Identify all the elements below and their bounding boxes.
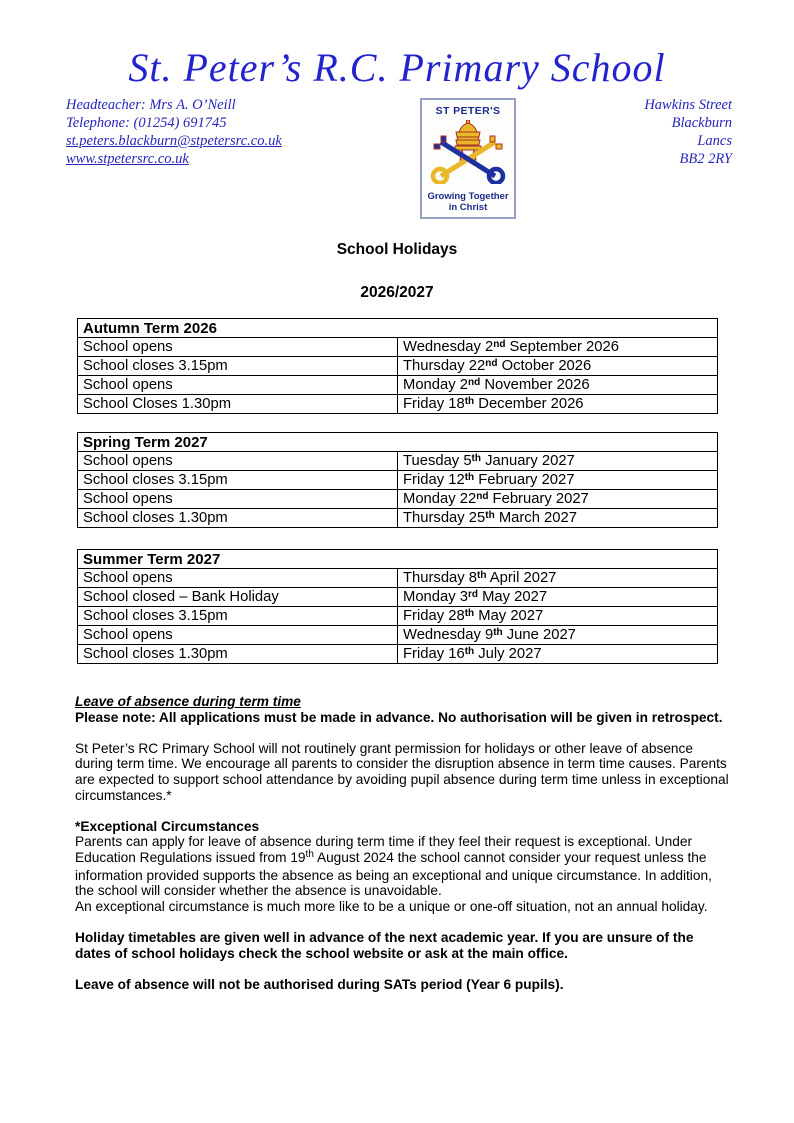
table-row xyxy=(78,569,718,588)
date-cell: Monday 3rd May 2027 xyxy=(398,588,718,607)
table-row xyxy=(78,338,718,357)
table-row xyxy=(78,509,718,528)
event-cell: School closed – Bank Holiday xyxy=(78,588,398,607)
contact-block xyxy=(66,96,362,168)
event-cell: School opens xyxy=(78,569,398,588)
table-row xyxy=(78,452,718,471)
autumn-term-table xyxy=(77,318,718,414)
date-cell: Friday 16th July 2027 xyxy=(398,645,718,664)
address-block xyxy=(522,96,732,168)
date-cell: Friday 28th May 2027 xyxy=(398,607,718,626)
table-row xyxy=(78,607,718,626)
date-cell: Friday 18th December 2026 xyxy=(398,395,718,414)
date-cell: Monday 2nd November 2026 xyxy=(398,376,718,395)
event-cell: School Closes 1.30pm xyxy=(78,395,398,414)
email-link[interactable]: st.peters.blackburn@stpetersrc.co.uk xyxy=(66,133,282,149)
event-cell: School closes 1.30pm xyxy=(78,645,398,664)
crest-motto: Growing Together in Christ xyxy=(427,191,509,213)
school-name-title: St. Peter’s R.C. Primary School xyxy=(128,45,666,90)
date-cell: Thursday 22nd October 2026 xyxy=(398,357,718,376)
event-cell: School closes 1.30pm xyxy=(78,509,398,528)
summer-term-table xyxy=(77,549,718,664)
notes-section xyxy=(75,694,732,992)
please-note-text: Please note: All applications must be made in advance. No authorisation will be given in retrospect. xyxy=(75,709,723,725)
term-header: Autumn Term 2026 xyxy=(78,319,718,338)
date-cell: Thursday 8th April 2027 xyxy=(398,569,718,588)
crossed-keys-papal-tiara-icon xyxy=(429,120,507,189)
date-cell: Tuesday 5th January 2027 xyxy=(398,452,718,471)
event-cell: School opens xyxy=(78,338,398,357)
page-title: School Holidays xyxy=(336,241,458,258)
event-cell: School closes 3.15pm xyxy=(78,471,398,490)
table-row xyxy=(78,626,718,645)
exceptional-circumstances-paragraph: Parents can apply for leave of absence during term time if they feel their request is exceptional. Under Education Regulations issued from 19th August 2024 the school cannot consider your request unless the information provided supports the absence as being an exceptional and unique circumstance. In addition, the school will consider whether the absence is unavoidable. xyxy=(75,834,712,899)
date-cell: Monday 22nd February 2027 xyxy=(398,490,718,509)
date-cell: Wednesday 2nd September 2026 xyxy=(398,338,718,357)
event-cell: School closes 3.15pm xyxy=(78,357,398,376)
date-cell: Friday 12th February 2027 xyxy=(398,471,718,490)
term-tables xyxy=(77,318,794,664)
date-cell: Wednesday 9th June 2027 xyxy=(398,626,718,645)
event-cell: School opens xyxy=(78,376,398,395)
exceptional-circumstances-heading: *Exceptional Circumstances xyxy=(75,818,260,834)
absence-policy-paragraph: St Peter’s RC Primary School will not routinely grant permission for holidays or other leave of absence during term time. We encourage all parents to consider the disruption absence in term time causes. Parents are expected to support school attendance by avoiding pupil absence during term time unless in exceptional circumstances.* xyxy=(75,740,729,803)
holiday-timetables-paragraph: Holiday timetables are given well in advance of the next academic year. If you are unsure of the dates of school holidays check the school website or ask at the main office. xyxy=(75,929,694,961)
table-row xyxy=(78,490,718,509)
table-row xyxy=(78,588,718,607)
spring-term-table xyxy=(77,432,718,528)
table-row xyxy=(78,645,718,664)
event-cell: School closes 3.15pm xyxy=(78,607,398,626)
website-link[interactable]: www.stpetersrc.co.uk xyxy=(66,151,189,167)
term-header: Summer Term 2027 xyxy=(78,550,718,569)
sats-period-line: Leave of absence will not be authorised during SATs period (Year 6 pupils). xyxy=(75,976,564,992)
headteacher-line: Headteacher: Mrs A. O’Neill xyxy=(66,97,236,113)
table-row xyxy=(78,395,718,414)
letterhead xyxy=(66,96,732,219)
leave-of-absence-heading: Leave of absence during term time xyxy=(75,694,301,709)
telephone-line: Telephone: (01254) 691745 xyxy=(66,115,227,131)
term-header: Spring Term 2027 xyxy=(78,433,718,452)
table-row xyxy=(78,376,718,395)
school-crest-logo xyxy=(420,98,516,219)
event-cell: School opens xyxy=(78,452,398,471)
table-row xyxy=(78,357,718,376)
event-cell: School opens xyxy=(78,490,398,509)
academic-year: 2026/2027 xyxy=(360,284,434,301)
address-line: Blackburn xyxy=(671,115,732,131)
event-cell: School opens xyxy=(78,626,398,645)
date-cell: Thursday 25th March 2027 xyxy=(398,509,718,528)
address-line: Hawkins Street xyxy=(644,97,732,113)
crest-top-text: ST PETER'S xyxy=(435,105,501,117)
address-line: BB2 2RY xyxy=(679,151,732,167)
one-off-situation-line: An exceptional circumstance is much more like to be a unique or one-off situation, not an annual holiday. xyxy=(75,898,708,914)
address-line: Lancs xyxy=(697,133,732,149)
table-row xyxy=(78,471,718,490)
